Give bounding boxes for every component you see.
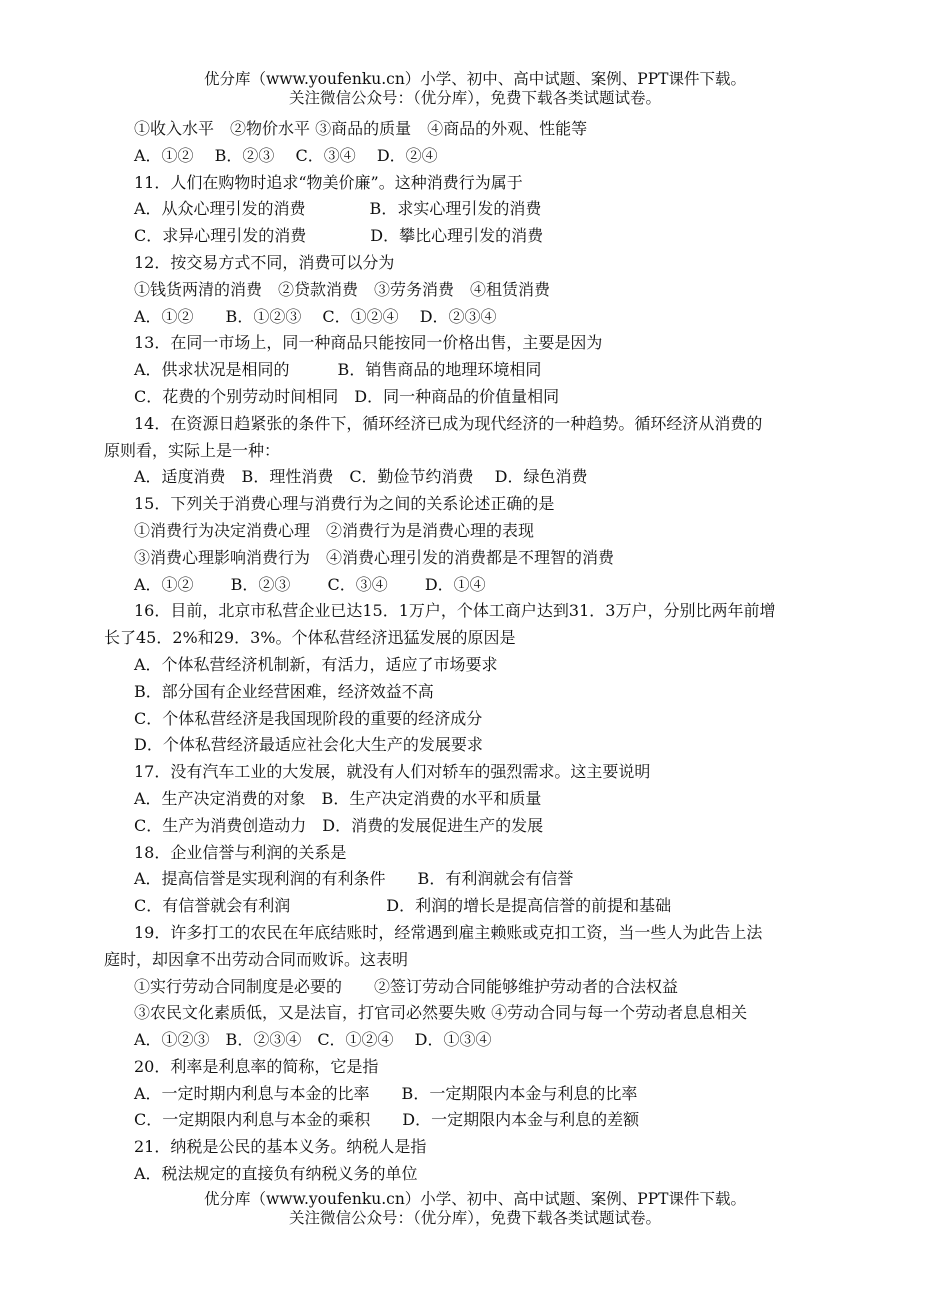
text-line: 16．目前，北京市私营企业已达15．1万户，个体工商户达到31．3万户，分别比两年前增: [134, 601, 776, 621]
text-line: A．①② B．②③ C．③④ D．②④: [134, 145, 438, 165]
text-line: C．个体私营经济是我国现阶段的重要的经济成分: [134, 708, 483, 728]
text-line: ①钱货两清的消费 ②贷款消费 ③劳务消费 ④租赁消费: [134, 279, 551, 299]
text-line: A．税法规定的直接负有纳税义务的单位: [134, 1164, 418, 1184]
text-line: C．有信誉就会有利润 D．利润的增长是提高信誉的前提和基础: [134, 896, 672, 916]
text-line: ①实行劳动合同制度是必要的 ②签订劳动合同能够维护劳动者的合法权益: [134, 976, 679, 996]
text-line: D．个体私营经济最适应社会化大生产的发展要求: [134, 735, 483, 755]
text-line: 20．利率是利息率的简称，它是指: [134, 1056, 379, 1076]
text-line: 长了45．2%和29．3%。个体私营经济迅猛发展的原因是: [104, 628, 516, 648]
text-line: A．①②③ B．②③④ C．①②④ D．①③④: [134, 1030, 492, 1050]
text-line: ①消费行为决定消费心理 ②消费行为是消费心理的表现: [134, 520, 535, 540]
header-line-1: 优分库（www.youfenku.cn）小学、初中、高中试题、案例、PPT课件下载。: [203, 70, 747, 88]
text-line: 19．许多打工的农民在年底结账时，经常遇到雇主赖账或克扣工资，当一些人为此告上法: [134, 922, 763, 942]
text-line: 15．下列关于消费心理与消费行为之间的关系论述正确的是: [134, 494, 555, 514]
text-line: 原则看，实际上是一种：: [104, 440, 281, 460]
footer-line-1: 优分库（www.youfenku.cn）小学、初中、高中试题、案例、PPT课件下载。: [203, 1190, 747, 1208]
text-line: C．求异心理引发的消费 D．攀比心理引发的消费: [134, 226, 544, 246]
text-line: ①收入水平 ②物价水平 ③商品的质量 ④商品的外观、性能等: [134, 119, 588, 138]
text-line: A．适度消费 B．理性消费 C．勤俭节约消费 D．绿色消费: [134, 467, 588, 487]
text-line: A．生产决定消费的对象 B．生产决定消费的水平和质量: [134, 788, 542, 808]
text-line: A．从众心理引发的消费 B．求实心理引发的消费: [134, 199, 542, 219]
text-line: 17．没有汽车工业的大发展，就没有人们对轿车的强烈需求。这主要说明: [134, 762, 651, 782]
text-line: C．生产为消费创造动力 D．消费的发展促进生产的发展: [134, 815, 544, 835]
text-line: C．一定期限内利息与本金的乘积 D．一定期限内本金与利息的差额: [134, 1110, 640, 1130]
text-line: ③消费心理影响消费行为 ④消费心理引发的消费都是不理智的消费: [134, 547, 615, 567]
header-line-2: 关注微信公众号：（优分库），免费下载各类试题试卷。: [288, 89, 661, 107]
text-line: A．个体私营经济机制新，有活力，适应了市场要求: [134, 654, 498, 674]
text-line: 21．纳税是公民的基本义务。纳税人是指: [134, 1137, 427, 1157]
text-line: A．①② B．②③ C．③④ D．①④: [134, 574, 486, 594]
text-line: A．供求状况是相同的 B．销售商品的地理环境相同: [134, 360, 542, 380]
text-line: ③农民文化素质低，又是法盲，打官司必然要失败 ④劳动合同与每一个劳动者息息相关: [134, 1003, 748, 1023]
text-line: B．部分国有企业经营困难，经济效益不高: [134, 681, 434, 701]
question-body: [104, 116, 852, 1188]
text-line: A．提高信誉是实现利润的有利条件 B．有利润就会有信誉: [134, 869, 574, 889]
text-line: 庭时，却因拿不出劳动合同而败诉。这表明: [104, 949, 409, 969]
text-line: 13．在同一市场上，同一种商品只能按同一价格出售，主要是因为: [134, 333, 603, 353]
page-header: [0, 70, 950, 108]
text-line: C．花费的个别劳动时间相同 D．同一种商品的价值量相同: [134, 386, 560, 406]
text-line: 11．人们在购物时追求“物美价廉”。这种消费行为属于: [134, 172, 523, 192]
page-footer: [0, 1190, 950, 1228]
text-line: A．一定时期内利息与本金的比率 B．一定期限内本金与利息的比率: [134, 1083, 638, 1103]
text-line: 18．企业信誉与利润的关系是: [134, 842, 347, 862]
text-line: A．①② B．①②③ C．①②④ D．②③④: [134, 306, 497, 326]
text-line: 14．在资源日趋紧张的条件下，循环经济已成为现代经济的一种趋势。循环经济从消费的: [134, 413, 763, 433]
footer-line-2: 关注微信公众号：（优分库），免费下载各类试题试卷。: [288, 1209, 661, 1227]
text-line: 12．按交易方式不同，消费可以分为: [134, 252, 395, 272]
